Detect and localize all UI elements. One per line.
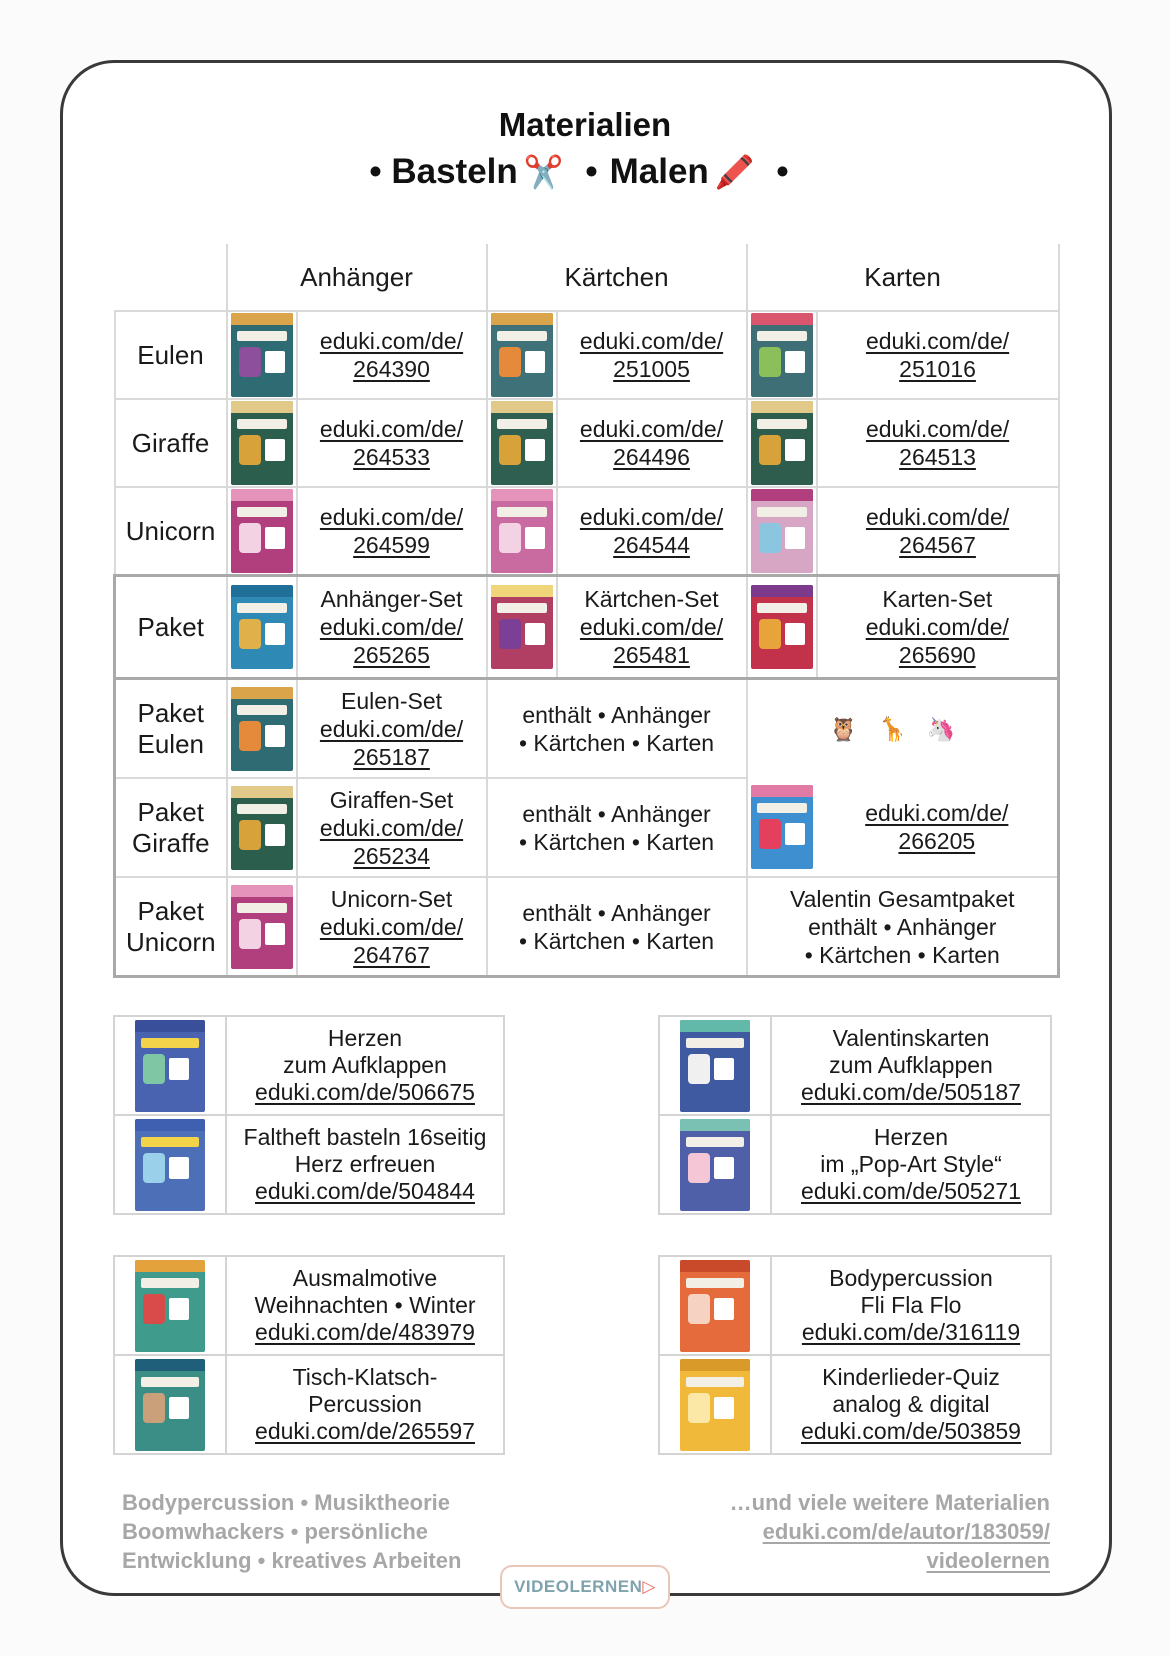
unicorn-icon: 🦄 (926, 716, 976, 742)
info-line: enthält • Anhänger (522, 800, 711, 827)
item-title: Valentinskarten (832, 1025, 990, 1051)
link-line: eduki.com/de/ (319, 328, 464, 354)
link-id: 264544 (613, 532, 690, 558)
link[interactable] (320, 815, 463, 869)
link-line: eduki.com/de/ (579, 504, 724, 530)
row-label-line: Paket (137, 697, 204, 728)
videolernen-logo (500, 1565, 670, 1609)
link[interactable] (558, 327, 746, 383)
gesamtpaket-info (747, 877, 1059, 977)
item-title: Tisch-Klatsch- (292, 1364, 438, 1390)
link-line: eduki.com/de/ (579, 614, 724, 640)
bullet: • (369, 152, 382, 191)
link-id: 266205 (898, 828, 976, 854)
item-subtitle: analog & digital (832, 1391, 990, 1417)
set-name: Karten-Set (882, 586, 993, 612)
row-label-line: Unicorn (125, 926, 216, 957)
cover-thumbnail[interactable] (751, 489, 813, 573)
item-title: Herzen (873, 1124, 949, 1150)
cover-thumbnail[interactable] (680, 1359, 750, 1451)
link[interactable] (320, 614, 463, 668)
item-title: Ausmalmotive (292, 1265, 438, 1291)
contents-info (487, 679, 747, 779)
cover-thumbnail[interactable] (491, 585, 553, 669)
materials-table (113, 244, 1060, 978)
column-header-kaertchen: Kärtchen (487, 244, 747, 311)
cover-thumbnail[interactable] (231, 786, 293, 870)
row-label: Paket (115, 576, 227, 679)
link-id: 264496 (613, 444, 690, 470)
footer-line: Entwicklung • kreatives Arbeiten (122, 1548, 462, 1573)
link[interactable] (298, 415, 486, 471)
info-line: enthält • Anhänger (522, 899, 711, 926)
set-name: Eulen-Set (341, 687, 443, 714)
row-label-line: Giraffe (131, 827, 210, 858)
row-label: Giraffe (115, 399, 227, 487)
list-item (114, 1355, 504, 1454)
item-title: Faltheft basteln 16seitig (243, 1124, 487, 1150)
table-row-paket (115, 576, 1059, 679)
cover-thumbnail[interactable] (751, 401, 813, 485)
item-title: Herzen (327, 1025, 403, 1051)
table-row (115, 487, 1059, 576)
list-item (114, 1256, 504, 1355)
table-row (115, 311, 1059, 399)
table-row-paket-unicorn (115, 877, 1059, 977)
cover-thumbnail[interactable] (680, 1260, 750, 1352)
link[interactable] (580, 614, 723, 668)
info-line: • Kärtchen • Karten (804, 941, 1000, 968)
logo-text: VIDEOLERNEN (514, 1577, 643, 1596)
link[interactable] (866, 614, 1009, 668)
row-label: Unicorn (115, 487, 227, 576)
link-line: eduki.com/de/ (865, 800, 1009, 826)
link-id: 265265 (353, 642, 430, 668)
set-name: Unicorn-Set (330, 885, 453, 912)
link-id: 264567 (899, 532, 976, 558)
link-line: eduki.com/de/ (319, 814, 464, 841)
cover-thumbnail[interactable] (231, 489, 293, 573)
link-id: 265481 (613, 642, 690, 668)
material-block (113, 1015, 505, 1215)
link[interactable]: eduki.com/de/505187 (801, 1079, 1021, 1105)
cover-thumbnail[interactable] (680, 1020, 750, 1112)
play-icon: ▷ (642, 1577, 656, 1596)
link-line: eduki.com/de/ (319, 504, 464, 530)
link-id: 265234 (353, 842, 430, 869)
cover-thumbnail[interactable] (135, 1020, 205, 1112)
item-subtitle: Weihnachten • Winter (254, 1292, 476, 1318)
material-block (658, 1015, 1052, 1215)
cover-thumbnail[interactable] (135, 1359, 205, 1451)
table-row (115, 399, 1059, 487)
link[interactable] (298, 327, 486, 383)
link-id: 264533 (353, 444, 430, 470)
cover-thumbnail[interactable] (751, 785, 813, 869)
row-label-line: Paket (137, 796, 204, 827)
list-item (114, 1016, 504, 1115)
row-label-line: Eulen (137, 728, 204, 759)
cover-thumbnail[interactable] (231, 585, 293, 669)
link[interactable]: eduki.com/de/505271 (801, 1178, 1021, 1204)
list-item (659, 1355, 1051, 1454)
info-line: • Kärtchen • Karten (518, 927, 715, 954)
cover-thumbnail[interactable] (491, 489, 553, 573)
page-subtitle (0, 152, 1170, 192)
link[interactable]: eduki.com/de/506675 (255, 1079, 475, 1105)
corner-cell (115, 244, 227, 311)
link-line: eduki.com/de/ (319, 614, 464, 640)
link-line: eduki.com/de/ (579, 328, 724, 354)
row-label (115, 877, 227, 977)
link[interactable] (298, 503, 486, 559)
material-block (658, 1255, 1052, 1455)
link[interactable] (558, 503, 746, 559)
link-id: 265187 (353, 743, 430, 770)
row-label-line: Paket (137, 895, 204, 926)
footer-topics (122, 1488, 461, 1575)
link[interactable]: eduki.com/de/316119 (801, 1319, 1021, 1345)
cover-thumbnail[interactable] (751, 585, 813, 669)
info-line: • Kärtchen • Karten (518, 828, 715, 855)
item-subtitle: im „Pop-Art Style“ (820, 1151, 1002, 1177)
link-id: 251016 (899, 356, 976, 382)
item-subtitle: Percussion (308, 1391, 422, 1417)
cover-thumbnail[interactable] (491, 401, 553, 485)
link-id: 251005 (613, 356, 690, 382)
table-header-row (115, 244, 1059, 311)
footer-line: Bodypercussion • Musiktheorie (122, 1490, 450, 1515)
list-item (659, 1256, 1051, 1355)
info-line: Valentin Gesamtpaket (789, 885, 1015, 912)
page-title: Materialien (498, 106, 672, 143)
column-header-karten: Karten (747, 244, 1059, 311)
cover-thumbnail[interactable] (680, 1119, 750, 1211)
link[interactable] (320, 914, 463, 968)
footer-more (730, 1488, 1050, 1575)
link[interactable] (818, 327, 1058, 383)
set-name: Kärtchen-Set (584, 586, 719, 612)
link[interactable] (818, 415, 1058, 471)
footer-line: Boomwhackers • persönliche (122, 1519, 429, 1544)
subtitle-malen: Malen (609, 152, 709, 191)
cover-thumbnail[interactable] (231, 313, 293, 397)
link-line: eduki.com/de/ (865, 416, 1010, 442)
item-subtitle: Herz erfreuen (294, 1151, 436, 1177)
link-id: 265690 (898, 642, 976, 668)
link-id: 264599 (353, 532, 430, 558)
crayon-icon: 🖍️ (714, 154, 755, 190)
row-label (115, 778, 227, 877)
column-header-anhaenger: Anhänger (227, 244, 487, 311)
link-line: eduki.com/de/ (865, 504, 1010, 530)
info-line: enthält • Anhänger (808, 913, 997, 940)
scissors-icon: ✂️ (523, 154, 564, 190)
info-line: • Kärtchen • Karten (518, 729, 715, 756)
author-link[interactable]: eduki.com/de/autor/183059/ (762, 1519, 1050, 1544)
list-item (659, 1115, 1051, 1214)
row-label: Eulen (115, 311, 227, 399)
cover-thumbnail[interactable] (231, 401, 293, 485)
item-title: Kinderlieder-Quiz (822, 1364, 1000, 1390)
link-line: eduki.com/de/ (579, 416, 724, 442)
link[interactable] (818, 503, 1058, 559)
cover-thumbnail[interactable] (135, 1260, 205, 1352)
link-line: eduki.com/de/ (319, 715, 464, 742)
footer-line: …und viele weitere Materialien (729, 1490, 1050, 1515)
list-item (114, 1115, 504, 1214)
item-subtitle: zum Aufklappen (283, 1052, 447, 1078)
info-line: enthält • Anhänger (522, 701, 711, 728)
table-row-paket-eulen (115, 679, 1059, 779)
link[interactable] (817, 799, 1058, 855)
bullet: • (585, 152, 598, 191)
link-line: eduki.com/de/ (319, 416, 464, 442)
link[interactable]: eduki.com/de/503859 (801, 1418, 1021, 1444)
table-row-paket-giraffe (115, 778, 1059, 877)
animal-emojis (747, 679, 1059, 779)
material-block (113, 1255, 505, 1455)
link[interactable]: eduki.com/de/265597 (255, 1418, 475, 1444)
item-subtitle: zum Aufklappen (829, 1052, 993, 1078)
cover-thumbnail[interactable] (751, 313, 813, 397)
link-id: 264390 (353, 356, 430, 382)
link[interactable]: eduki.com/de/504844 (255, 1178, 475, 1204)
link-line: eduki.com/de/ (865, 614, 1009, 640)
list-item (659, 1016, 1051, 1115)
cover-thumbnail[interactable] (231, 885, 293, 969)
link-line: eduki.com/de/ (865, 328, 1010, 354)
link-id: 264513 (899, 444, 976, 470)
link[interactable] (558, 415, 746, 471)
set-name: Giraffen-Set (329, 786, 454, 813)
cover-thumbnail[interactable] (491, 313, 553, 397)
owl-icon: 🦉 (829, 716, 878, 742)
link[interactable] (320, 716, 463, 770)
row-label (115, 679, 227, 779)
subtitle-basteln: Basteln (391, 152, 518, 191)
contents-info (487, 877, 747, 977)
link-id: 264767 (353, 941, 430, 968)
item-title: Bodypercussion (829, 1265, 993, 1291)
bullet: • (776, 152, 789, 191)
link-line: eduki.com/de/ (319, 913, 464, 940)
cover-thumbnail[interactable] (231, 687, 293, 771)
item-subtitle: Fli Fla Flo (860, 1292, 962, 1318)
link[interactable]: eduki.com/de/483979 (255, 1319, 475, 1345)
author-link[interactable]: videolernen (926, 1548, 1050, 1573)
giraffe-icon: 🦒 (877, 716, 927, 742)
contents-info (487, 778, 747, 877)
cover-thumbnail[interactable] (135, 1119, 205, 1211)
set-name: Anhänger-Set (320, 586, 463, 612)
